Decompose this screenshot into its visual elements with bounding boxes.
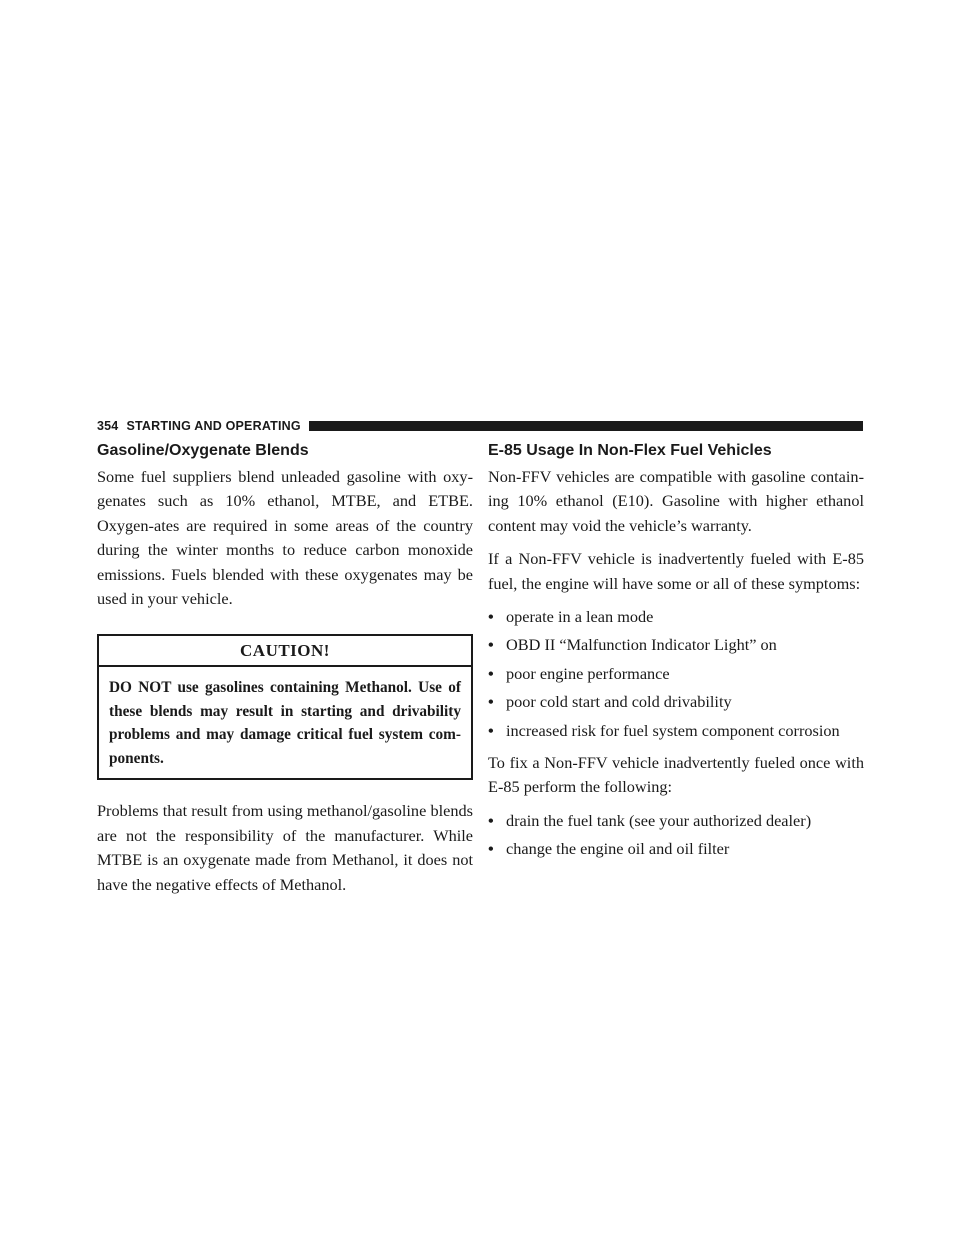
heading-gasoline-oxygenate-blends: Gasoline/Oxygenate Blends bbox=[97, 442, 309, 459]
paragraph-fix-intro: To fix a Non-FFV vehicle inadvertently fueled once with E-85 perform the following: bbox=[488, 753, 864, 797]
section-title: STARTING AND OPERATING bbox=[126, 419, 301, 433]
list-item bbox=[488, 690, 864, 714]
bullet-icon: • bbox=[488, 663, 494, 683]
bullet-icon: • bbox=[488, 635, 494, 655]
list-item-text: poor cold start and cold drivability bbox=[506, 692, 732, 712]
list-item-text: change the engine oil and oil filter bbox=[506, 839, 730, 859]
list-item bbox=[488, 809, 864, 833]
bullet-icon: • bbox=[488, 607, 494, 627]
heading-e85-usage: E-85 Usage In Non-Flex Fuel Vehicles bbox=[488, 442, 772, 459]
list-item-text: increased risk for fuel system component corrosion bbox=[506, 720, 840, 740]
right-column bbox=[488, 441, 864, 870]
paragraph-symptoms-intro: If a Non-FFV vehicle is inadvertently fueled with E-85 fuel, the engine will have some or all of these symptoms: bbox=[488, 549, 864, 593]
list-item-text: poor engine performance bbox=[506, 663, 670, 683]
list-item bbox=[488, 605, 864, 629]
left-column bbox=[97, 441, 473, 906]
fix-list bbox=[488, 809, 864, 862]
caution-text: DO NOT use gasolines containing Methanol. Use of these blends may result in starting and drivability problems and may damage critical fuel system com-ponents. bbox=[109, 679, 461, 767]
list-item-text: drain the fuel tank (see your authorized dealer) bbox=[506, 810, 812, 830]
page-number: 354 bbox=[97, 419, 119, 433]
list-item bbox=[488, 633, 864, 657]
bullet-icon: • bbox=[488, 692, 494, 712]
caution-title: CAUTION! bbox=[99, 636, 471, 667]
caution-box bbox=[97, 634, 473, 780]
bullet-icon: • bbox=[488, 839, 494, 859]
paragraph-methanol-problems: Problems that result from using methanol/gasoline blends are not the responsibility of the manufacturer. While MTBE is an oxygenate made from Methanol, it does not have the negative effects of Methanol. bbox=[97, 801, 473, 894]
list-item-text: OBD II “Malfunction Indicator Light” on bbox=[506, 635, 777, 655]
list-item bbox=[488, 662, 864, 686]
list-item bbox=[488, 719, 864, 743]
list-item bbox=[488, 837, 864, 861]
symptoms-list bbox=[488, 605, 864, 743]
paragraph-oxygenates: Some fuel suppliers blend unleaded gasoline with oxy-genates such as 10% ethanol, MTBE, and ETBE. Oxygen-ates are required in some areas of the country during the winter months to reduce carbon monoxide emissions. Fuels blended with these oxygenates may be used in your vehicle. bbox=[97, 467, 473, 609]
paragraph-ffv-compatibility: Non-FFV vehicles are compatible with gasoline contain-ing 10% ethanol (E10). Gasoline with higher ethanol content may void the vehicle’s warranty. bbox=[488, 467, 864, 535]
bullet-icon: • bbox=[488, 720, 494, 740]
list-item-text: operate in a lean mode bbox=[506, 607, 654, 627]
page-header bbox=[97, 419, 863, 433]
header-rule bbox=[309, 421, 863, 431]
bullet-icon: • bbox=[488, 810, 494, 830]
